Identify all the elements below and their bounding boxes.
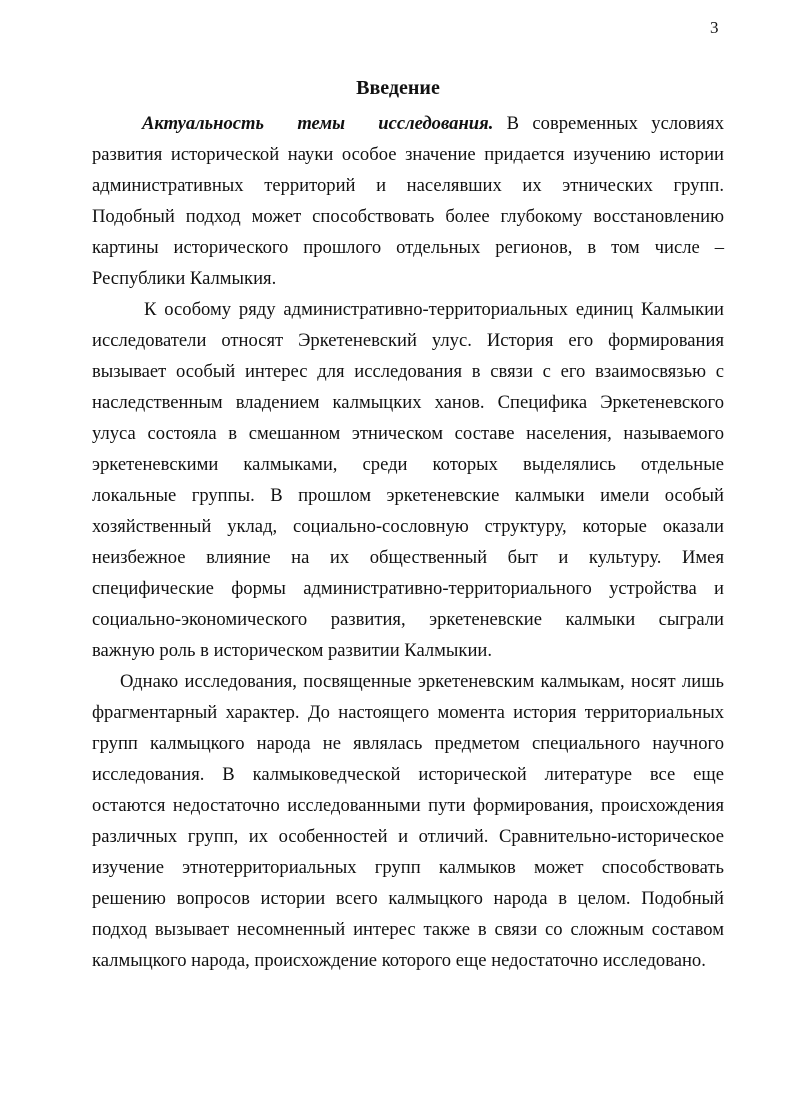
text-line: развития исторической науки особое значение придается изучению истории [92, 144, 724, 165]
text-line: административных территорий и населявших их этнических групп. [92, 175, 724, 196]
paragraph-3 [92, 666, 724, 976]
text-line: групп калмыцкого народа не являлась предметом специального научного [92, 733, 724, 754]
page-number: 3 [710, 18, 719, 37]
text-line: изучение этнотерриториальных групп калмыков может способствовать [92, 857, 724, 878]
text-line: исследователи относят Эркетеневский улус. История его формирования [92, 330, 724, 351]
text-line: Республики Калмыкия. [92, 268, 277, 289]
text-line: наследственным владением калмыцких ханов. Специфика Эркетеневского [92, 392, 724, 413]
italic-lead: Актуальность темы исследования. [142, 113, 494, 134]
text-line: исследования. В калмыковедческой исторической литературе все еще [92, 764, 724, 785]
text-line: специфические формы административно-территориального устройства и [92, 578, 724, 599]
text-line: подход вызывает несомненный интерес также в связи со сложным составом [92, 919, 724, 940]
section-title: Введение [356, 77, 440, 99]
text-line: различных групп, их особенностей и отличий. Сравнительно-историческое [92, 826, 724, 847]
text-line: локальные группы. В прошлом эркетеневские калмыки имели особый [92, 485, 724, 506]
text-line: важную роль в историческом развитии Калмыкии. [92, 640, 492, 661]
text-line: картины исторического прошлого отдельных регионов, в том числе – [92, 237, 724, 258]
paragraph-1 [92, 108, 724, 294]
text-line: социально-экономического развития, эркетеневские калмыки сыграли [92, 609, 724, 630]
text-line [92, 108, 724, 139]
text-line: фрагментарный характер. До настоящего момента история территориальных [92, 702, 724, 723]
text-line: решению вопросов истории всего калмыцкого народа в целом. Подобный [92, 888, 724, 909]
text-line-rest: В современных условиях [493, 113, 725, 134]
text-line: вызывает особый интерес для исследования в связи с его взаимосвязью с [92, 361, 724, 382]
text-line: остаются недостаточно исследованными пути формирования, происхождения [92, 795, 724, 816]
body-text [92, 108, 724, 976]
text-line: хозяйственный уклад, социально-сословную структуру, которые оказали [92, 516, 724, 537]
paragraph-2 [92, 294, 724, 666]
text-line: Подобный подход может способствовать более глубокому восстановлению [92, 206, 724, 227]
text-line: Однако исследования, посвященные эркетеневским калмыкам, носят лишь [120, 671, 724, 692]
text-line: калмыцкого народа, происхождение которого еще недостаточно исследовано. [92, 950, 706, 971]
text-line: К особому ряду административно-территориальных единиц Калмыкии [144, 299, 724, 320]
text-line: неизбежное влияние на их общественный быт и культуру. Имея [92, 547, 724, 568]
text-line: эркетеневскими калмыками, среди которых выделялись отдельные [92, 454, 724, 475]
text-line: улуса состояла в смешанном этническом составе населения, называемого [92, 423, 724, 444]
